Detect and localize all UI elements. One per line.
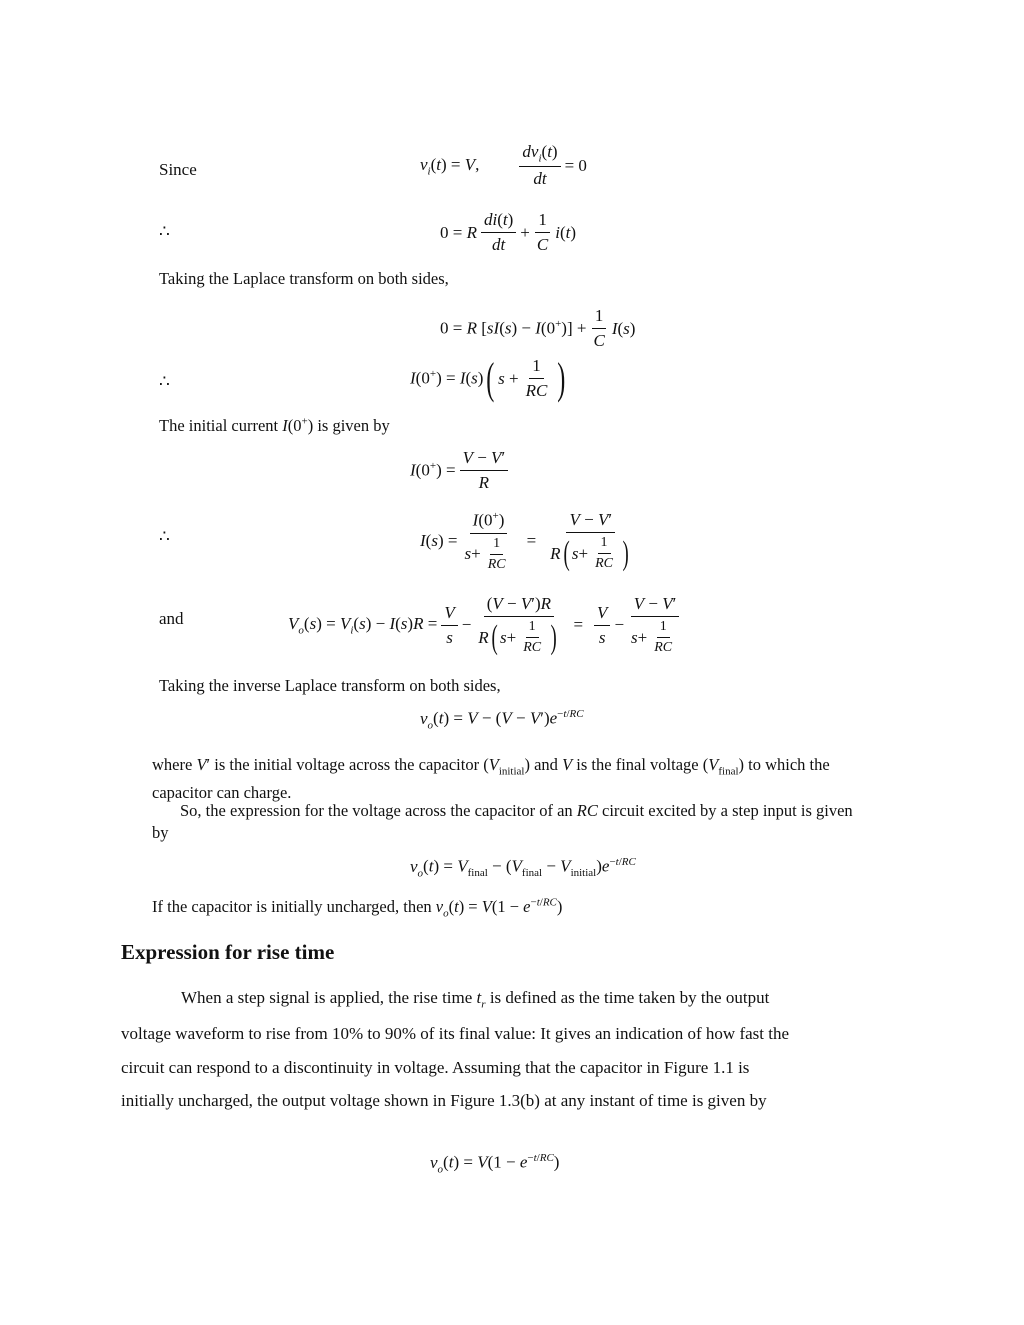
equation-vo-final-initial: $v_o(t) = V_{final} - (V_{final} - V_{initial})e^{-t/RC}$ [410,856,636,880]
text-if-uncharged: If the capacitor is initially uncharged, then $v_o(t) = V(1 - e^{-t/RC})$ [152,896,563,919]
equation-vo-t: $v_o(t) = V - (V - V')e^{-t/RC}$ [420,708,584,732]
text-so-expression: So, the expression for the voltage across the capacitor of an RC circuit excited by a step input is given by [152,801,853,842]
body-line-3: circuit can respond to a discontinuity in voltage. Assuming that the capacitor in Figure 1.1 is [121,1058,750,1077]
equation-kvl: 0 = R $\frac{di(t)}{dt}$ + $\frac{1}{C}$ i(t) [440,210,577,254]
equation-i0-plus: I(0+) = I(s) ( s + $\frac{1}{RC}$ ) [410,353,566,403]
body-line-1: When a step signal is applied, the rise time $t_r$ is defined as the time taken by the output [181,988,770,1011]
label-therefore-3: ∴ [159,527,170,546]
text-initial-current: The initial current I(0+) is given by [159,415,390,435]
equation-initial-current: I(0+) = $\frac{V - V'}{R}$ [410,448,512,493]
body-line-2: voltage waveform to rise from 10% to 90% of its final value: It gives an indication of how fast the [121,1024,790,1043]
text-laplace-both: Taking the Laplace transform on both sides, [159,269,449,288]
body-line-4: initially uncharged, the output voltage shown in Figure 1.3(b) at any instant of time is given by [121,1091,767,1110]
equation-final: $v_o(t) = V(1 - e^{-t/RC})$ [430,1152,560,1176]
equation-since: $v_i(t) = V$, $\frac{dv_i(t)}{dt}$ = 0 [420,142,587,189]
equation-vo-s: $V_o(s) = V_i(s) - I(s)R$ = $\frac{V}{s}$ − (V − V′)R R ( s + $\frac{1}{RC}$ ) = $\frac{V}{s}$ − V − V′ s + $\frac{1}{RC}$ [288,594,686,656]
label-and: and [159,609,184,628]
text-where: where V′ is the initial voltage across the capacitor $(V_{initial})$ and V is the final voltage $(V_{final})$ to which the capacitor can charge. [152,755,830,803]
text-inverse-laplace: Taking the inverse Laplace transform on both sides, [159,676,501,695]
equation-laplace: 0 = R [sI(s) − I(0+)] + $\frac{1}{C}$ I(s) [440,306,636,350]
label-therefore-2: ∴ [159,372,170,391]
label-therefore-1: ∴ [159,222,170,241]
label-since: Since [159,160,197,179]
equation-is: I(s) = I(0+) s + $\frac{1}{RC}$ = V − V′ R ( s + $\frac{1}{RC}$ ) [420,510,629,572]
section-heading: Expression for rise time [121,940,335,964]
